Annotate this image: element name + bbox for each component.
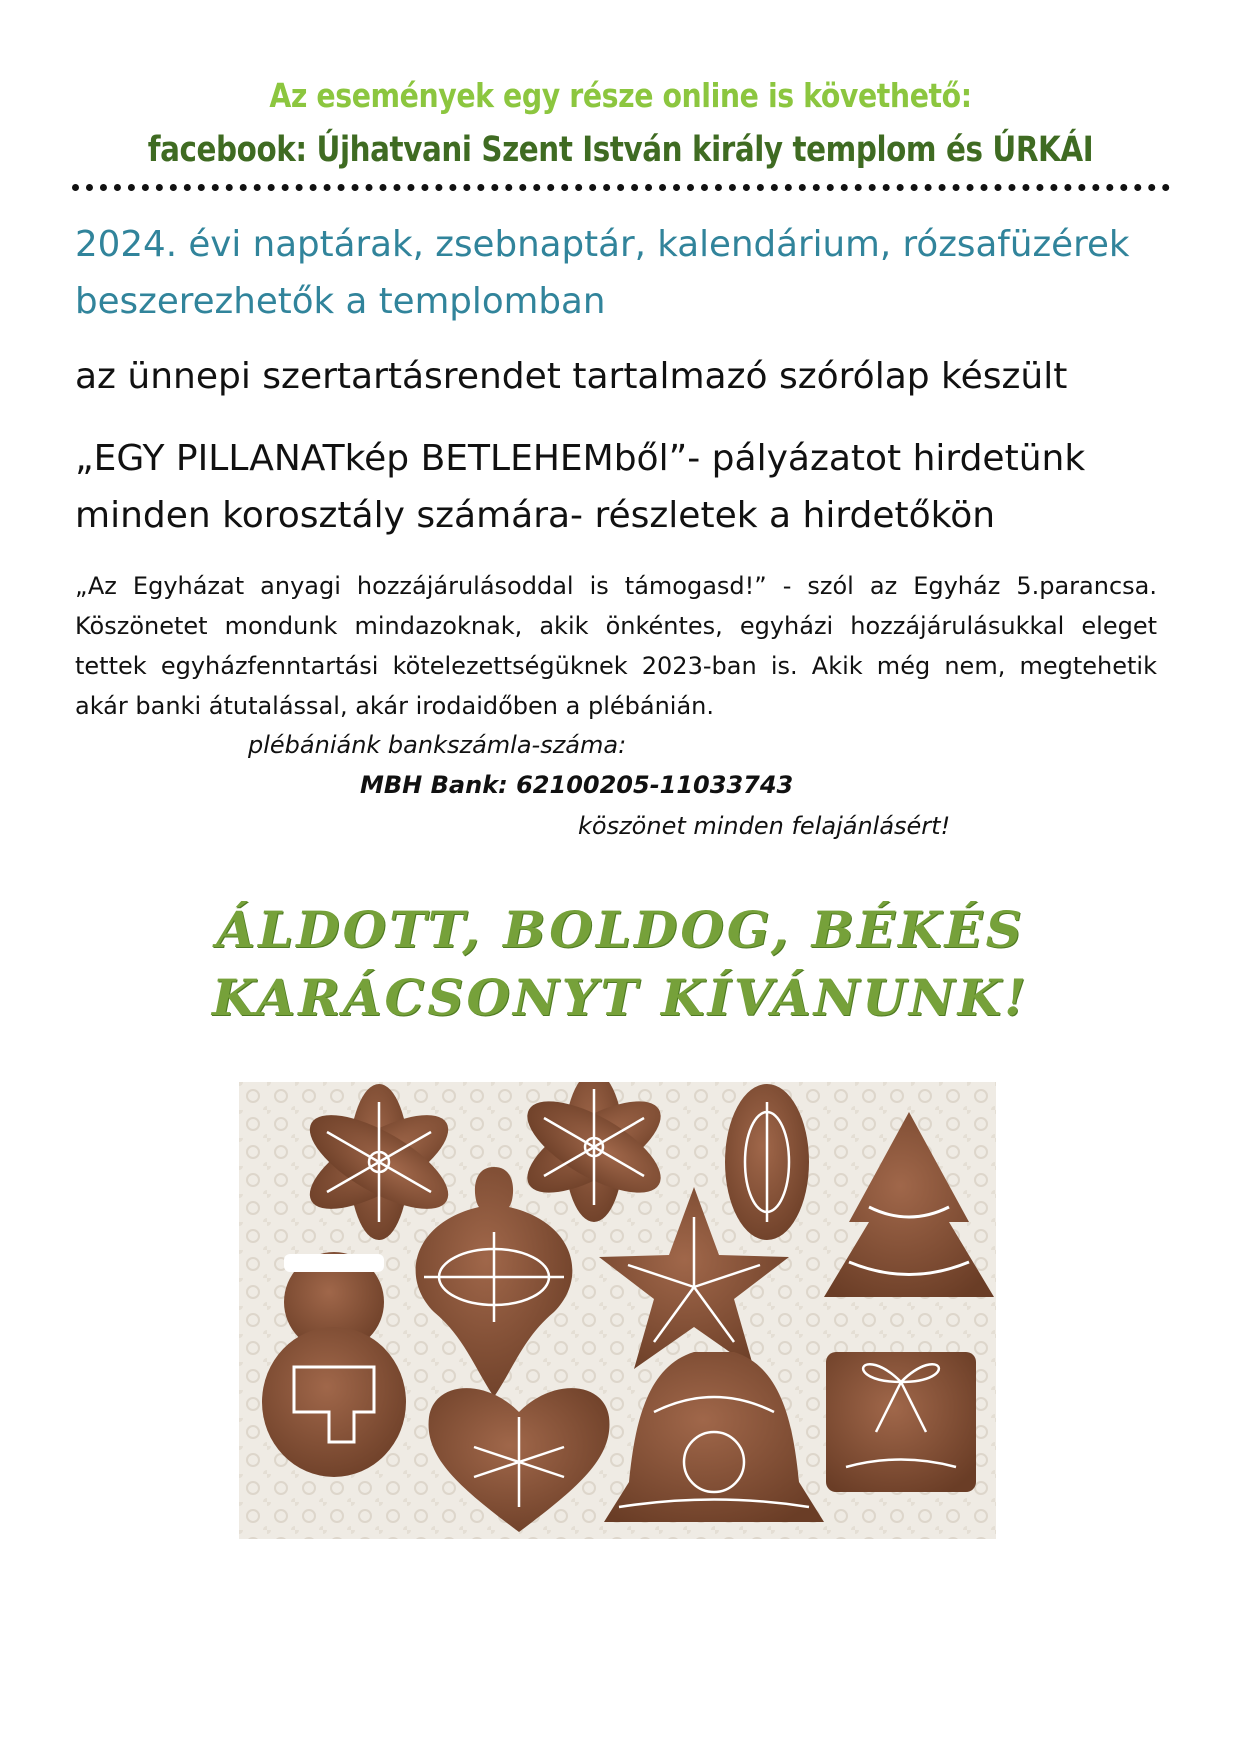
gingerbread-photo [239,1082,996,1539]
greeting-line-1: ÁLDOTT, BOLDOG, BÉKÉS [216,900,1025,959]
contest-notice: „EGY PILLANATkép BETLEHEMből”- pályázatot hirdetünk minden korosztály számára- részletek a hirdetőkön [75,438,1086,536]
support-text: „Az Egyházat anyagi hozzájárulásoddal is támogasd!” - szól az Egyház 5.parancsa. Köszönetet mondunk mindazoknak, akik önkéntes, egyházi hozzájárulásukkal eleget tettek egyházfenntartási kötelezettségüknek 2023-ban is. Akik még nem, megtehetik akár banki átutalással, akár irodaidőben a plébánián. [75,572,1157,720]
dotted-divider [72,184,1170,191]
leaflet-notice: az ünnepi szertartásrendet tartalmazó szórólap készült [75,356,1068,397]
account-label: plébániánk bankszámla-száma: [248,731,627,759]
greeting-line-2: KARÁCSONYT KÍVÁNUNK! [211,968,1029,1027]
account-number: MBH Bank: 62100205-11033743 [360,771,794,799]
cookie-gift [826,1352,976,1492]
cookie-ornament-oval [725,1084,809,1240]
thanks-line: köszönet minden felajánlásért! [578,812,951,840]
calendars-notice: 2024. évi naptárak, zsebnaptár, kalendárium, rózsafüzérek beszerezhetők a templomban [75,224,1130,322]
facebook-line: facebook: Újhatvani Szent István király templom és ÚRKÁI [147,130,1094,170]
support-paragraph [75,566,1157,726]
online-note: Az események egy része online is követhető: [269,76,972,115]
